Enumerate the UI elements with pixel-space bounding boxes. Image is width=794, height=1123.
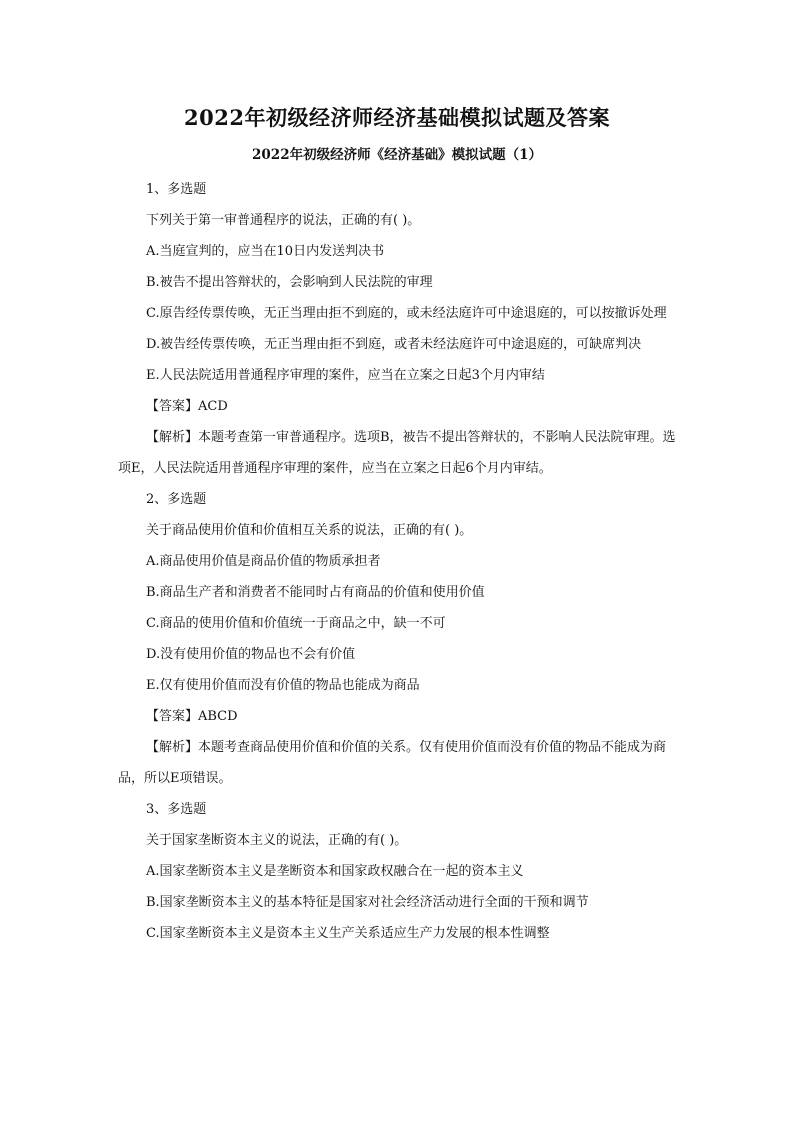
option-e: E.人民法院适用普通程序审理的案件，应当在立案之日起3个月内审结 <box>146 368 545 383</box>
question-number: 3、多选题 <box>146 802 207 817</box>
question-stem: 下列关于第一审普通程序的说法，正确的有( )。 <box>146 213 421 228</box>
option-a: A.商品使用价值是商品价值的物质承担者 <box>146 554 381 569</box>
option-d: D.被告经传票传唤，无正当理由拒不到庭，或者未经法庭许可中途退庭的，可缺席判决 <box>146 337 642 352</box>
question-stem: 关于国家垄断资本主义的说法，正确的有( )。 <box>146 833 408 848</box>
question-2 <box>118 484 678 794</box>
option-b: B.国家垄断资本主义的基本特征是国家对社会经济活动进行全面的干预和调节 <box>146 895 589 910</box>
document-body <box>118 174 678 949</box>
option-b: B.商品生产者和消费者不能同时占有商品的价值和使用价值 <box>146 585 485 600</box>
document-subtitle: 2022年初级经济师《经济基础》模拟试题（1） <box>252 147 542 163</box>
answer: 【答案】ABCD <box>146 709 238 724</box>
option-c: C.国家垄断资本主义是资本主义生产关系适应生产力发展的根本性调整 <box>146 926 550 941</box>
document-title: 2022年初级经济师经济基础模拟试题及答案 <box>184 105 610 130</box>
option-e: E.仅有使用价值而没有价值的物品也能成为商品 <box>146 678 420 693</box>
question-number: 1、多选题 <box>146 182 207 197</box>
option-b: B.被告不提出答辩状的，会影响到人民法院的审理 <box>146 275 433 290</box>
question-number: 2、多选题 <box>146 492 207 507</box>
analysis: 【解析】本题考查商品使用价值和价值的关系。仅有使用价值而没有价值的物品不能成为商品，所以E项错误。 <box>118 740 667 786</box>
option-d: D.没有使用价值的物品也不会有价值 <box>146 647 356 662</box>
answer: 【答案】ACD <box>146 399 228 414</box>
option-a: A.当庭宣判的，应当在10日内发送判决书 <box>146 244 385 259</box>
option-c: C.商品的使用价值和价值统一于商品之中，缺一不可 <box>146 616 446 631</box>
question-stem: 关于商品使用价值和价值相互关系的说法，正确的有( )。 <box>146 523 473 538</box>
question-1 <box>118 174 678 484</box>
option-a: A.国家垄断资本主义是垄断资本和国家政权融合在一起的资本主义 <box>146 864 524 879</box>
option-c: C.原告经传票传唤，无正当理由拒不到庭的，或未经法庭许可中途退庭的，可以按撤诉处理 <box>146 306 667 321</box>
analysis: 【解析】本题考查第一审普通程序。选项B，被告不提出答辩状的，不影响人民法院审理。选项E，人民法院适用普通程序审理的案件，应当在立案之日起6个月内审结。 <box>118 430 676 476</box>
question-3 <box>118 794 678 949</box>
